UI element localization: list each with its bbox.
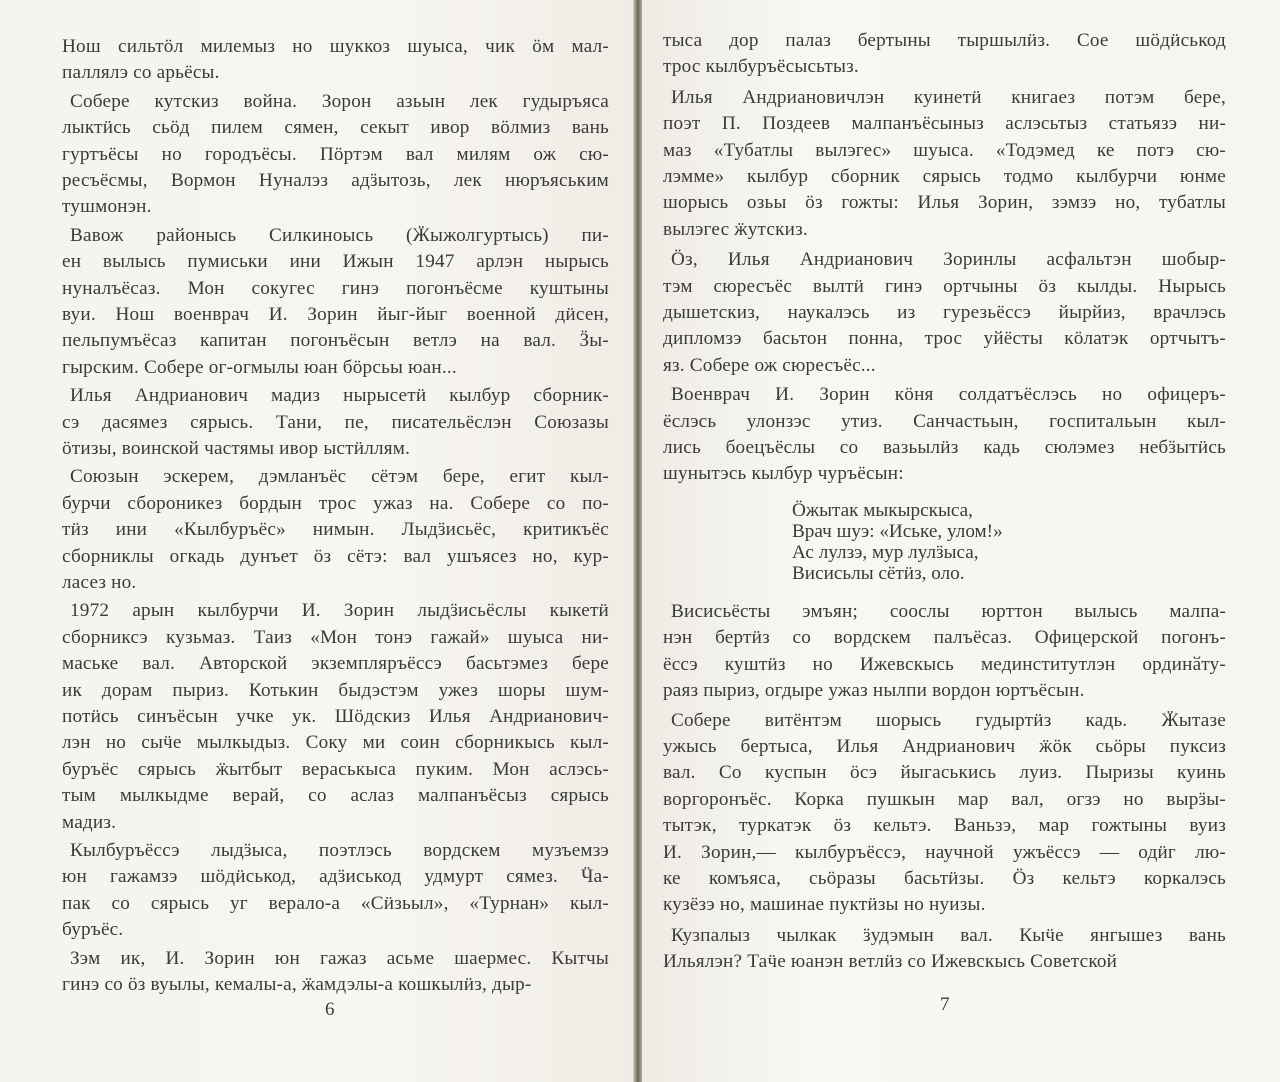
text-line: лись боецъёслы со вазьылӥз кадь сюлэмез небӟытӥсь xyxy=(663,437,1226,458)
page-number-left: 6 xyxy=(325,999,335,1020)
text-line: ресъёсмы, Вормон Нуналэз адӟытозь, лек нюръяським xyxy=(62,170,609,191)
text-line: Кузпалыз чылкак ӟудэмын вал. Кыӵе янгышез вань xyxy=(671,924,1226,946)
text-line: гуртъёсы но городъёсы. Пӧртэм вал милям ож сю- xyxy=(62,143,609,165)
poem-line: Ӧжытак мыкырскыса, xyxy=(792,500,973,521)
poem-line: Врач шуэ: «Иське, улом!» xyxy=(792,521,1003,542)
text-line: лэн но сыӵе мылкыдыз. Соку ми соин сборникысь кыл- xyxy=(62,732,609,754)
text-line: бурчи сбороникез бордын трос ужаз на. Собере со по- xyxy=(62,492,609,514)
text-line: сборниклы огкадь дунъет ӧз сётэ: вал ушъясез но, кур- xyxy=(62,545,609,567)
text-line: ласез но. xyxy=(62,572,137,593)
poem xyxy=(792,500,1003,584)
poem-line: Висисьлы сётӥз, оло. xyxy=(792,563,965,584)
text-line: поэт П. Поздеев малпанъёсыныз аслэсьтыз статьязэ ни- xyxy=(663,113,1226,135)
poem-line: Ас лулзэ, мур лулӟыса, xyxy=(792,542,979,563)
text-line: паллялэ со арьёсы. xyxy=(62,62,220,84)
text-line: ужысь бертыса, Илья Андрианович ӝӧк сьӧры пуксиз xyxy=(663,736,1226,757)
text-line: Военврач И. Зорин кӧня солдатъёслэсь но офицеръ- xyxy=(671,384,1226,406)
text-line: яз. Собере ож сюресъёс... xyxy=(663,354,876,376)
text-line: нуналъёсаз. Мон сокугес гинэ погонъёсме куштыны xyxy=(62,277,609,299)
book-spine xyxy=(633,0,642,1082)
text-line: юн гажамзэ шӧдӥськод, адӟиськод удмурт сямез. Ӵа- xyxy=(62,866,609,888)
text-line: лыктӥсь сьӧд пилем сямен, секыт ивор вӧлмиз вань xyxy=(62,117,609,139)
text-line: раяз пыриз, огдыре ужаз нылпи вордон юртъёсын. xyxy=(663,680,1085,702)
text-line: вал. Со куспын ӧсэ йыгаськись луиз. Пыризы куинь xyxy=(663,762,1226,784)
text-line: потӥсь синъёсын учке ук. Шӧдскиз Илья Андрианович- xyxy=(62,706,609,727)
text-line: буръёс. xyxy=(62,919,124,941)
text-line: тӥз ини «Кылбуръёс» нимын. Лыдӟисьёс, критикъёс xyxy=(62,519,609,541)
text-line: шунытэсь кылбур чуръёсын: xyxy=(663,463,904,485)
text-line: вылэгес ӝутскиз. xyxy=(663,218,808,240)
text-line: маське вал. Авторской экземпляръёссэ басьтэмез бере xyxy=(62,653,609,675)
text-line: воргоронъёс. Корка пушкын мар вал, огзэ но вырӟы- xyxy=(663,788,1226,810)
text-line: тэм сюресъёс вылтӥ гинэ ортчыны ӧз кылды. Нырысь xyxy=(663,275,1226,297)
text-line: ке комъяса, сьӧразы басьтӥзы. Ӧз кельтэ коркалэсь xyxy=(663,868,1226,889)
text-line: сборниксэ кузьмаз. Таиз «Мон тонэ гажай» шуыса ни- xyxy=(62,626,609,648)
text-line: тым мылкыдме верай, со аслаз малпанъёсыз сярысь xyxy=(62,785,609,807)
text-line: Ильялэн? Таӵе юанэн ветлӥз со Ижевскысь Советской xyxy=(663,951,1118,973)
text-line: гинэ со ӧз вуылы, кемалы-а, ӝамдэлы-а кошкылӥз, дыр- xyxy=(62,974,532,995)
text-line: сэ дасямез сярысь. Тани, пе, писательёслэн Союзазы xyxy=(62,411,609,433)
text-line: Кылбуръёссэ лыдӟыса, поэтлэсь вордскем музъемзэ xyxy=(70,840,609,861)
text-line: лэмме» кылбур сборник сярысь тодмо кылбурчи юнме xyxy=(663,166,1226,187)
text-line: буръёс сярысь ӝытбыт вераськыса пуким. Мон аслэсь- xyxy=(62,758,609,780)
text-line: дышетскиз, наукалэсь из гурезьёссэ йырйиз, врачлэсь xyxy=(663,302,1226,323)
text-line: И. Зорин,— кылбуръёссэ, научной ужъёссэ — одӥг лю- xyxy=(663,841,1226,863)
text-line: Илья Андриановичлэн куинетӥ книгаез потэм бере, xyxy=(671,86,1226,108)
text-line: кузёзэ но, машинае пуктӥзы но нуизы. xyxy=(663,894,986,916)
text-line: маз «Тубатлы вылэгес» шуыса. «Тодэмед ке потэ сю- xyxy=(663,139,1226,161)
text-line: пак со сярысь уг верало-а «Сӥзьыл», «Турнан» кыл- xyxy=(62,892,609,914)
text-line: пельпумъёсаз капитан погонъёсын ветлэ на вал. Ӟы- xyxy=(62,330,609,352)
page-number-right: 7 xyxy=(940,994,950,1015)
text-line: ик дорам пыриз. Котькин быдэстэм ужез шоры шум- xyxy=(62,679,609,701)
text-line: Собере кутскиз война. Зорон азьын лек гудыръяса xyxy=(70,90,609,112)
text-line: шорысь озьы ӧз гожты: Илья Зорин, зэмзэ но, тубатлы xyxy=(663,192,1226,214)
text-line: ёссэ куштӥз но Ижевскысь мединститутлэн ординӑту- xyxy=(663,653,1226,675)
text-line: тыса дор палаз бертыны тыршылӥз. Сое шӧдӥськод xyxy=(663,30,1226,51)
text-line: Собере витёнтэм шорысь гудыртӥз кадь. Ӝытазе xyxy=(671,709,1226,731)
text-line: Зэм ик, И. Зорин юн гажаз асьме шаермес. Кытчы xyxy=(70,947,609,969)
text-line: Висисьёсты эмъян; сооcлы юрттон вылысь малпа- xyxy=(671,601,1226,622)
text-line: трос кылбуръёсысьтыз. xyxy=(663,56,859,78)
text-line: ёслэсь улонзэс утиз. Санчастьын, госпитальын кыл- xyxy=(663,410,1226,432)
text-line: вуи. Нош военврач И. Зорин йыг-йыг военной дӥсен, xyxy=(62,304,609,325)
text-line: тушмонэн. xyxy=(62,196,152,218)
text-line: Илья Андрианович мадиз нырысетӥ кылбур сборник- xyxy=(70,385,609,407)
text-line: дипломзэ басьтон понна, трос уйёсты кӧлатэк ортчытъ- xyxy=(663,328,1226,350)
text-line: Вавож районысь Силкиноысь (Ӝыжолгуртысь) пи- xyxy=(70,224,609,246)
text-line: Нош сильтӧл милемыз но шуккоз шуыса, чик ӧм мал- xyxy=(62,36,609,57)
text-line: 1972 арын кылбурчи И. Зорин лыдӟисьёслы кыкетӥ xyxy=(70,600,609,622)
text-line: ен вылысь пумиськи ини Ижын 1947 арлэн нырысь xyxy=(62,251,609,273)
text-line: мадиз. xyxy=(62,811,117,833)
text-line: тытэк, туркатэк ӧз кельтэ. Ваньзэ, мар гожтыны вуиз xyxy=(663,815,1226,837)
text-line: ӧтизы, воинской частямы ивор ыстӥллям. xyxy=(62,438,411,459)
text-line: Союзын эскерем, дэмланъёс сётэм бере, егит кыл- xyxy=(70,466,609,488)
text-line: Ӧз, Илья Андрианович Зоринлы асфальтэн шобыр- xyxy=(671,249,1226,271)
text-line: гырским. Собере ог-огмылы юан бӧрсьы юан... xyxy=(62,356,457,378)
text-line: нэн бертӥз со вордскем палъёсаз. Офицерской погонъ- xyxy=(663,627,1226,649)
